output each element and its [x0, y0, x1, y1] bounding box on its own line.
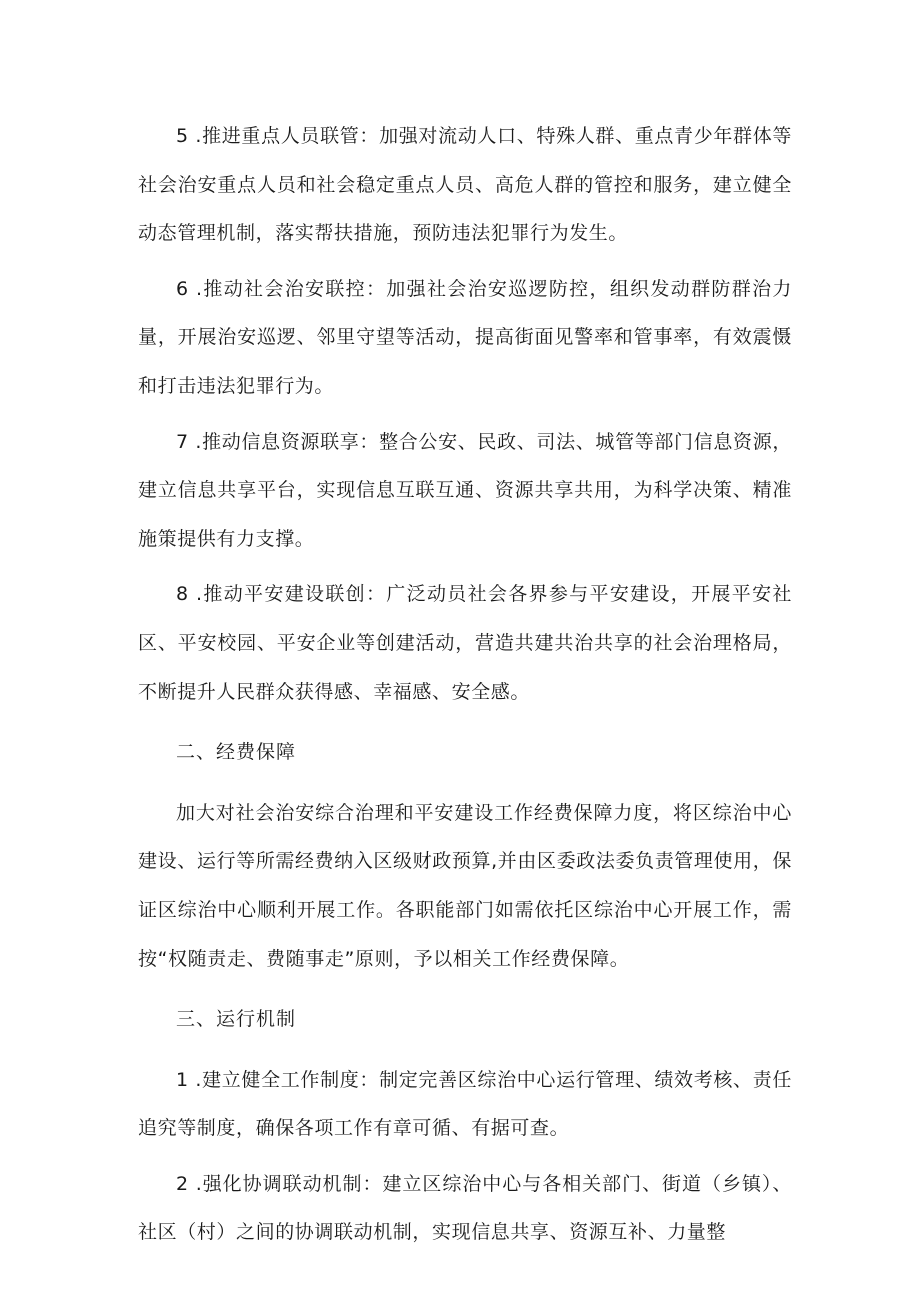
list-item-1: 1 .建立健全工作制度：制定完善区综治中心运行管理、绩效考核、责任追究等制度，确保各项工作有章可循、有据可查。 — [138, 1068, 792, 1140]
list-item-6: 6 .推动社会治安联控：加强社会治安巡逻防控，组织发动群防群治力量，开展治安巡逻、邻里守望等活动，提高街面见警率和管事率，有效震慑和打击违法犯罪行为。 — [138, 277, 792, 397]
section-heading-funding: 二、经费保障 — [176, 741, 297, 764]
list-item-5: 5 .推进重点人员联管：加强对流动人口、特殊人群、重点青少年群体等社会治安重点人员和社会稳定重点人员、高危人群的管控和服务，建立健全动态管理机制，落实帮扶措施，预防违法犯罪行为发生。 — [138, 125, 792, 245]
funding-paragraph: 加大对社会治安综合治理和平安建设工作经费保障力度，将区综治中心建设、运行等所需经费纳入区级财政预算,并由区委政法委负责管理使用，保证区综治中心顺利开展工作。各职能部门如需依托区综治中心开展工作，需按“权随责走、费随事走”原则，予以相关工作经费保障。 — [138, 801, 792, 970]
list-item-7: 7 .推动信息资源联享：整合公安、民政、司法、城管等部门信息资源，建立信息共享平台，实现信息互联互通、资源共享共用，为科学决策、精准施策提供有力支撑。 — [138, 430, 792, 550]
section-heading-mechanism: 三、运行机制 — [176, 1008, 297, 1031]
list-item-2: 2 .强化协调联动机制：建立区综治中心与各相关部门、街道（乡镇）、社区（村）之间的协调联动机制，实现信息共享、资源互补、力量整 — [138, 1172, 792, 1244]
list-item-8: 8 .推动平安建设联创：广泛动员社会各界参与平安建设，开展平安社区、平安校园、平安企业等创建活动，营造共建共治共享的社会治理格局，不断提升人民群众获得感、幸福感、安全感。 — [138, 583, 792, 703]
